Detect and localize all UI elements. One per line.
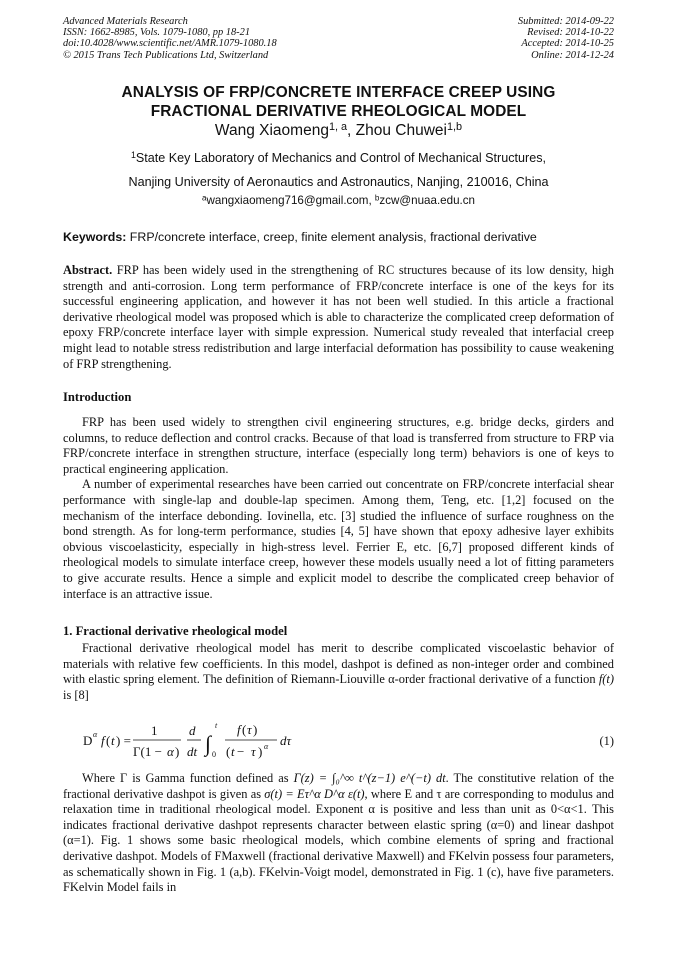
svg-text:t: t	[231, 744, 235, 759]
author-emails	[63, 193, 614, 209]
inline-math: f(t)	[598, 672, 614, 687]
section-heading: Introduction	[63, 390, 132, 404]
keywords-label: Keywords:	[63, 230, 127, 244]
svg-text:(: (	[106, 733, 111, 748]
svg-text:τ: τ	[251, 744, 256, 759]
svg-text:) =: ) =	[116, 733, 131, 748]
svg-text:(: (	[242, 722, 247, 737]
svg-text:d: d	[189, 723, 196, 738]
keywords-text: FRP/concrete interface, creep, finite element analysis, fractional derivative	[126, 230, 537, 244]
equation-number: (1)	[599, 734, 614, 748]
abstract-label: Abstract.	[63, 263, 113, 277]
title-line: FRACTIONAL DERIVATIVE RHEOLOGICAL MODEL	[150, 103, 527, 120]
email-mark: a	[202, 193, 207, 203]
paragraph-text: Where Γ is Gamma function defined as	[82, 771, 294, 785]
journal-copyright: © 2015 Trans Tech Publications Ltd, Switzerland	[63, 49, 269, 61]
paper-title	[63, 83, 614, 121]
paragraph-text: , where E and τ are corresponding to modulus and relaxation time in traditional rheological model. Exponent α is positive and less than unit as 0<α<1. This indicates fractional derivative dashpot represents character between elastic spring (α=0) and linear dashpot (α=1). Fig. 1 shows some basic rheological models, which combine elements of spring and fractional derivative dashpot. Models of FMaxwell (fractional derivative Maxwell) and FKelvin possess four parameters, as schematically shown in Fig. 1 (a,b). FKelvin-Voigt model, demonstrated in Fig. 1 (c), have five parameters. FKelvin Model fails in	[63, 786, 614, 895]
paragraph-text: Fractional derivative rheological model has merit to describe complicated viscoelastic behavior of materials with relative few coefficients. In this model, dashpot is defined as non-integer order and combined with elastic spring element. The definition of Riemann-Liouville α-order fractional derivative of a function	[63, 641, 614, 687]
svg-text:−: −	[237, 744, 245, 759]
email-link[interactable]: zcw@nuaa.edu.cn	[379, 194, 475, 207]
svg-text:Γ(1 −: Γ(1 −	[133, 744, 162, 759]
journal-doi[interactable]: doi:10.4028/www.scientific.net/AMR.1079-1080.18	[63, 38, 277, 50]
abstract	[63, 263, 614, 372]
affiliation-line: Nanjing University of Aeronautics and Astronautics, Nanjing, 210016, China	[128, 175, 549, 189]
date-revised: Revised: 2014-10-22	[527, 27, 614, 39]
svg-text:): )	[175, 744, 180, 759]
svg-text:α: α	[167, 744, 174, 759]
section-body	[63, 641, 614, 703]
keywords	[63, 229, 614, 245]
email-link[interactable]: wangxiaomeng716@gmail.com,	[206, 194, 375, 207]
svg-text:dτ: dτ	[280, 733, 292, 748]
author-name: Zhou Chuwei	[355, 122, 447, 139]
affiliation-mark: 1	[130, 150, 136, 161]
svg-text:): )	[258, 744, 263, 759]
svg-text:0: 0	[212, 750, 216, 759]
paragraph: A number of experimental researches have been carried out concentrate on FRP/concrete interfacial shear performance with single-lap and double-lap specimen. Among them, Teng, etc. [1,2] focused on the mechanism of the interface debonding. Iovinella, etc. [3] studied the influence of surface roughness on the bond strength. As for long-term performance, studies [4, 5] have shown that epoxy adhesive layer exhibits obvious viscoelasticity, especially in high-stress level. Ferrier E, etc. [6,7] proposed different kinds of rheological models to simulate interface creep, however these models usually need a lot of fitting parameters to give accurate results. Hence a simple and explicit model to describe the complicated creep behavior of interface is an attractive issue.	[63, 477, 614, 601]
svg-text:): )	[253, 722, 258, 737]
introduction-body	[63, 415, 614, 602]
section-body-continued	[63, 771, 614, 896]
svg-text:1: 1	[151, 723, 158, 738]
journal-name: Advanced Materials Research	[63, 16, 188, 27]
equation-1	[63, 713, 614, 768]
svg-text:α: α	[264, 742, 269, 751]
svg-text:f: f	[237, 722, 241, 737]
paragraph	[63, 771, 614, 896]
submission-dates	[518, 16, 614, 61]
author-name: Wang Xiaomeng	[214, 122, 329, 139]
svg-text:α: α	[93, 730, 98, 739]
paragraph-text: . The constitutive relation of the fractional derivative dashpot is given as	[63, 771, 614, 801]
paragraph: FRP has been used widely to strengthen civil engineering structures, e.g. bridge decks, girders and columns, to reduce deflection and control cracks. Because of that load is transferred from structure to FRP via FRP/concrete interface in strengthen structure, interface (especially long term) behaviors is one of keys to practical engineering application.	[63, 415, 614, 476]
date-online: Online: 2014-12-24	[531, 49, 614, 61]
journal-issn: ISSN: 1662-8985, Vols. 1079-1080, pp 18-21	[63, 27, 251, 39]
svg-text:(: (	[226, 744, 231, 759]
svg-text:t: t	[111, 733, 115, 748]
date-submitted: Submitted: 2014-09-22	[517, 16, 614, 27]
journal-info	[63, 16, 277, 61]
date-accepted: Accepted: 2014-10-25	[521, 38, 614, 50]
svg-text:∫: ∫	[205, 731, 212, 756]
section-heading: 1. Fractional derivative rheological model	[63, 624, 288, 638]
author-affiliation-mark: 1,b	[447, 121, 463, 134]
email-mark: b	[374, 193, 380, 203]
svg-text:t: t	[215, 721, 218, 730]
abstract-text: FRP has been widely used in the strengthening of RC structures because of its low density, high strength and anti-corrosion. Long term performance of FRP/concrete interface is one of the keys for its successful engineering application, and however it has not been well studied. In this article a fractional derivative rheological model was proposed which is able to characterize the complicated creep deformation of epoxy FRP/concrete interface layer with simple expression. Numerical study revealed that interfacial creep might lead to notable stress redistribution and large interfacial deformation has possibility to cause weakening of FRP strengthening.	[63, 263, 614, 371]
paragraph-text: is [8]	[63, 687, 89, 702]
equation-formula	[81, 713, 381, 768]
svg-text:dt: dt	[187, 744, 198, 759]
title-line: ANALYSIS OF FRP/CONCRETE INTERFACE CREEP USING	[121, 84, 556, 101]
svg-text:D: D	[83, 733, 93, 748]
author-affiliation-mark: 1, a	[328, 121, 348, 134]
inline-math: Γ(z) = ∫₀^∞ t^(z−1) e^(−t) dt	[293, 771, 446, 785]
author-list	[63, 121, 614, 141]
inline-math: σ(t) = Eτ^α D^α ε(t)	[264, 786, 365, 801]
svg-text:f: f	[101, 733, 105, 748]
svg-text:τ: τ	[247, 722, 252, 737]
paragraph	[63, 641, 614, 703]
author-separator: ,	[347, 122, 356, 139]
affiliation-line	[63, 150, 614, 166]
affiliation-text: State Key Laboratory of Mechanics and Control of Mechanical Structures,	[135, 151, 547, 165]
